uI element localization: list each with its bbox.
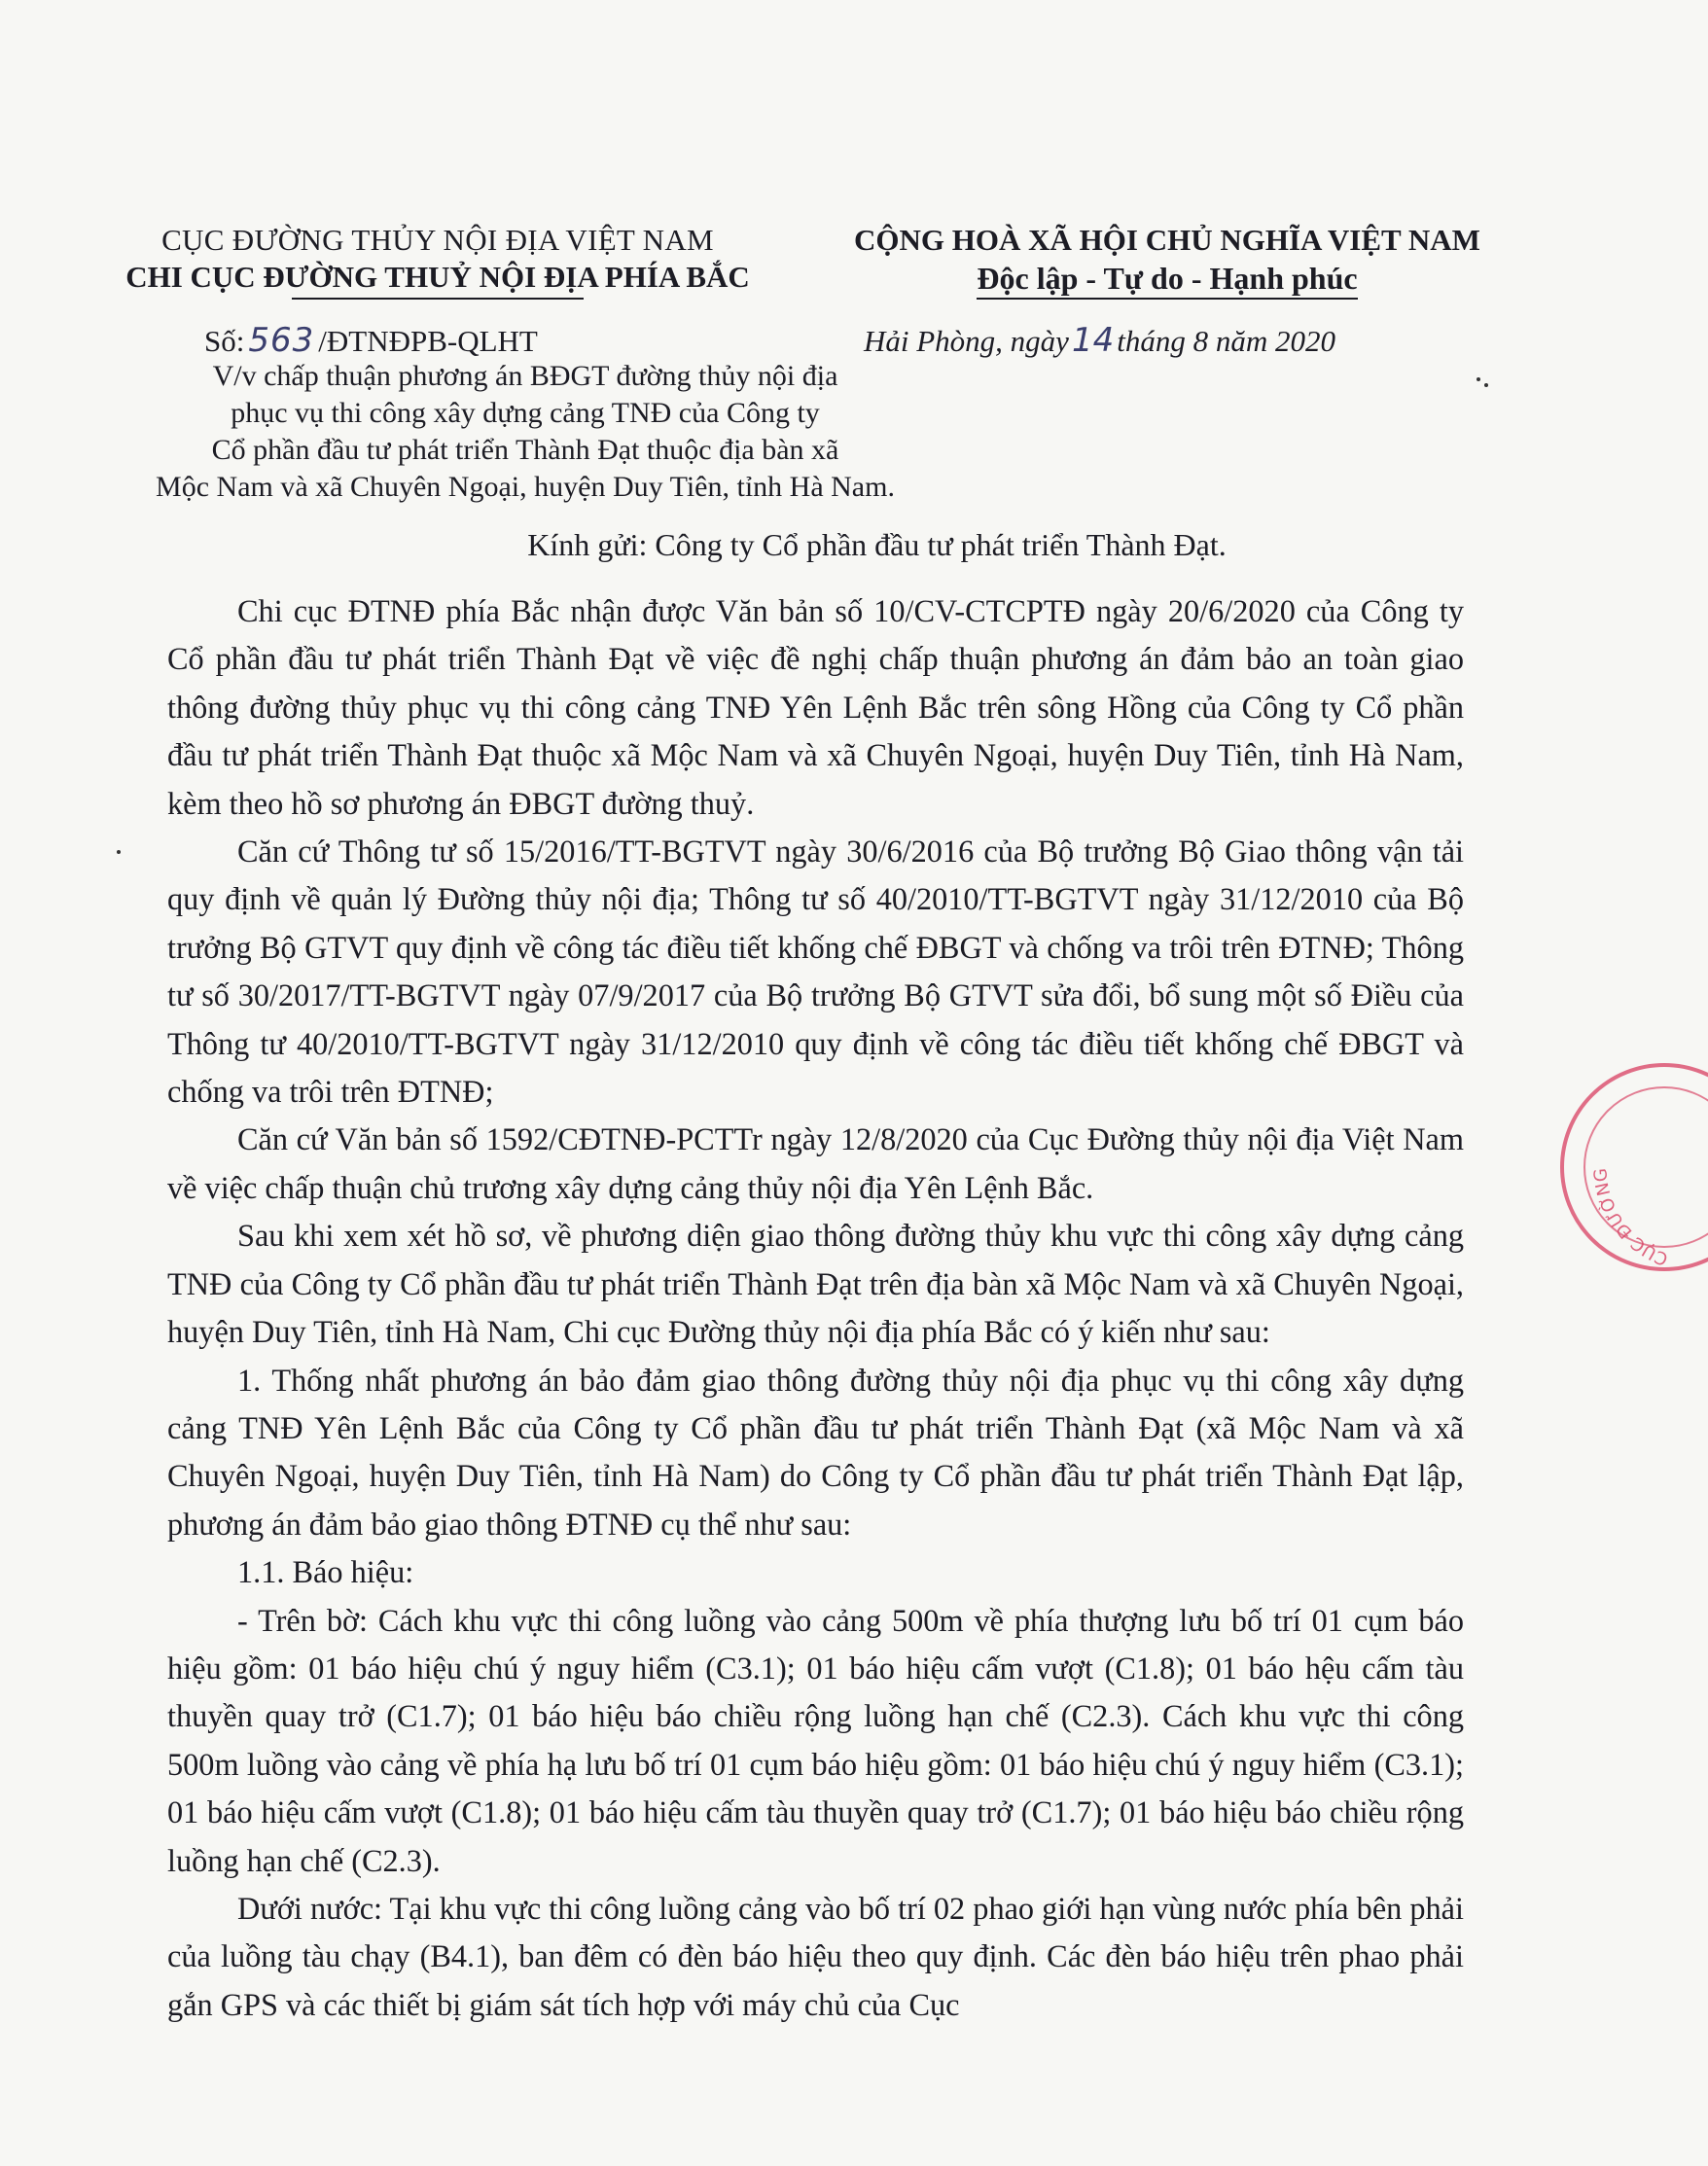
issuing-office: CHI CỤC ĐƯỜNG THUỶ NỘI ĐỊA PHÍA BẮC [125, 260, 750, 294]
scan-speck [117, 850, 121, 854]
addressee: Kính gửi: Công ty Cổ phần đầu tư phát triển Thành Đạt. [527, 527, 1227, 562]
handwritten-number: 563 [248, 321, 315, 360]
red-stamp-fragment [1552, 1060, 1708, 1284]
national-header [819, 222, 1515, 298]
parent-agency: CỤC ĐƯỜNG THỦY NỘI ĐỊA VIỆT NAM [161, 223, 714, 257]
section-heading: 1.1. Báo hiệu: [237, 1554, 414, 1590]
subject-line: Mộc Nam và xã Chuyên Ngoại, huyện Duy Tiên, tỉnh Hà Nam. [156, 471, 895, 503]
number-prefix: Số: [204, 324, 245, 358]
letter-body [167, 587, 1464, 2029]
body-paragraph: Sau khi xem xét hồ sơ, về phương diện giao thông đường thủy khu vực thi công xây dựng cảng TNĐ của Công ty Cổ phần đầu tư phát triển Thành Đạt trên địa bàn xã Mộc Nam và xã Chuyên Ngoại, huyện Duy Tiên, tỉnh Hà Nam, Chi cục Đường thủy nội địa phía Bắc có ý kiến như sau: [167, 1218, 1464, 1350]
nation-name: CỘNG HOÀ XÃ HỘI CHỦ NGHĨA VIỆT NAM [854, 223, 1480, 257]
subject-block [97, 358, 953, 506]
place-and-date: Hải Phòng, ngày14tháng 8 năm 2020 [864, 321, 1335, 360]
body-paragraph: Chi cục ĐTNĐ phía Bắc nhận được Văn bản số 10/CV-CTCPTĐ ngày 20/6/2020 của Công ty Cổ phần đầu tư phát triển Thành Đạt về việc đề nghị chấp thuận phương án đảm bảo an toàn giao thông đường thủy phục vụ thi công cảng TNĐ Yên Lệnh Bắc trên sông Hồng của Công ty Cổ phần đầu tư phát triển Thành Đạt thuộc xã Mộc Nam và xã Chuyên Ngoại, huyện Duy Tiên, tỉnh Hà Nam, kèm theo hồ sơ phương án ĐBGT đường thuỷ. [167, 593, 1464, 821]
subject-line: phục vụ thi công xây dựng cảng TNĐ của Công ty [231, 397, 820, 429]
number-suffix: /ĐTNĐPB-QLHT [318, 324, 538, 358]
header-divider [292, 298, 584, 300]
national-motto: Độc lập - Tự do - Hạnh phúc [819, 259, 1515, 298]
scan-speck [1477, 377, 1480, 381]
body-paragraph: 1. Thống nhất phương án bảo đảm giao thông đường thủy nội địa phục vụ thi công xây dựng cảng TNĐ Yên Lệnh Bắc của Công ty Cổ phần đầu tư phát triển Thành Đạt (xã Mộc Nam và xã Chuyên Ngoại, huyện Duy Tiên, tỉnh Hà Nam) do Công ty Cổ phần đầu tư phát triển Thành Đạt lập, phương án đảm bảo giao thông ĐTNĐ cụ thể như sau: [167, 1362, 1464, 1542]
issuing-agency-header [88, 222, 788, 296]
body-paragraph: Căn cứ Thông tư số 15/2016/TT-BGTVT ngày 30/6/2016 của Bộ trưởng Bộ Giao thông vận tải quy định về quản lý Đường thủy nội địa; Thông tư số 40/2010/TT-BGTVT ngày 31/12/2010 của Bộ trưởng Bộ GTVT quy định về công tác điều tiết khống chế ĐBGT và chống va trôi trên ĐTNĐ; Thông tư số 30/2017/TT-BGTVT ngày 07/9/2017 của Bộ trưởng Bộ GTVT sửa đổi, bổ sung một số Điều của Thông tư 40/2010/TT-BGTVT ngày 31/12/2010 quy định về công tác điều tiết khống chế ĐBGT và chống va trôi trên ĐTNĐ; [167, 834, 1464, 1110]
subject-line: V/v chấp thuận phương án BĐGT đường thủy nội địa [212, 360, 838, 392]
document-number [204, 321, 538, 361]
handwritten-day: 14 [1071, 321, 1115, 360]
body-paragraph: - Trên bờ: Cách khu vực thi công luồng vào cảng 500m về phía thượng lưu bố trí 01 cụm báo hiệu gồm: 01 báo hiệu chú ý nguy hiểm (C3.1); 01 báo hiệu cấm vượt (C1.8); 01 báo hệu cấm tàu thuyền quay trở (C1.7); 01 báo hiệu báo chiều rộng luồng hạn chế (C2.3). Cách khu vực thi công 500m luồng vào cảng về phía hạ lưu bố trí 01 cụm báo hiệu gồm: 01 báo hiệu chú ý nguy hiểm (C3.1); 01 báo hiệu cấm vượt (C1.8); 01 báo hiệu cấm tàu thuyền quay trở (C1.7); 01 báo hiệu báo chiều rộng luồng hạn chế (C2.3). [167, 1602, 1464, 1878]
body-paragraph: Dưới nước: Tại khu vực thi công luồng cảng vào bố trí 02 phao giới hạn vùng nước phía bên phải của luồng tàu chạy (B4.1), ban đêm có đèn báo hiệu theo quy định. Các đèn báo hiệu trên phao phải gắn GPS và các thiết bị giám sát tích hợp với máy chủ của Cục [167, 1890, 1464, 2022]
body-paragraph: Căn cứ Văn bản số 1592/CĐTNĐ-PCTTr ngày 12/8/2020 của Cục Đường thủy nội địa Việt Nam về việc chấp thuận chủ trương xây dựng cảng thủy nội địa Yên Lệnh Bắc. [167, 1121, 1464, 1205]
subject-line: Cổ phần đầu tư phát triển Thành Đạt thuộc địa bàn xã [211, 434, 839, 466]
stamp-text: CỤC ĐƯỜNG [1590, 1167, 1671, 1270]
scan-speck [1484, 383, 1488, 387]
